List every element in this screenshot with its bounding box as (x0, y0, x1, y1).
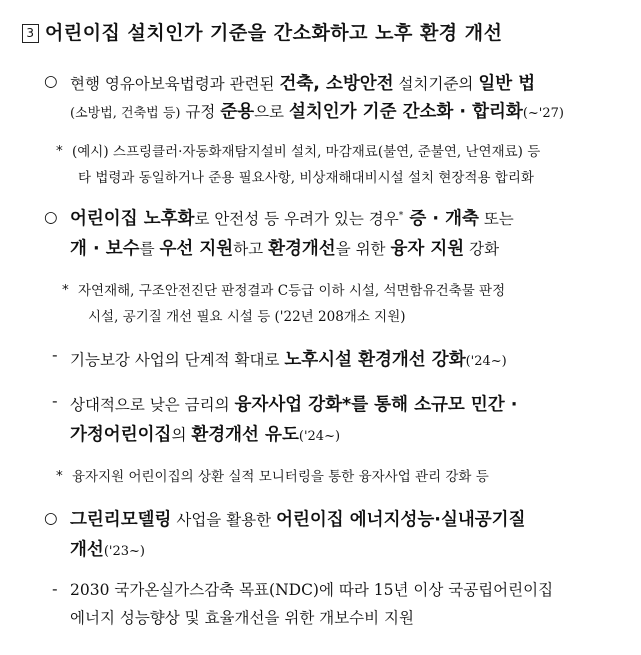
note-line: 시설, 공기질 개선 필요 시설 등 ('22년 208개소 지원) (88, 309, 406, 325)
text-run: 로 안전성 등 우려가 있는 경우 (194, 210, 399, 228)
paragraph-line (70, 536, 145, 561)
bold-run: 준용 (220, 102, 255, 122)
text-run: ('24~) (298, 429, 341, 444)
text-run: 강화 (464, 240, 500, 258)
section-heading (22, 18, 502, 45)
text-run: 하고 (233, 240, 269, 258)
bold-run: 어린이집 에너지성능·실내공기질 (276, 510, 526, 530)
bold-run: 환경개선 (268, 239, 336, 259)
text-run: 현행 영유아보육법령과 관련된 (70, 75, 280, 93)
text-run: 으로 (254, 103, 289, 121)
paragraph-line: 2030 국가온실가스감축 목표(NDC)에 따라 15년 이상 국공립어린이집 (70, 581, 554, 599)
bold-run: 융자 지원 (390, 239, 465, 259)
bold-run: 융자사업 강화*를 통해 소규모 민간 · (234, 395, 518, 415)
text-run: (소방법, 건축법 등) (70, 106, 181, 121)
text-run: 사업을 활용한 (171, 511, 277, 529)
star-bullet: * (56, 143, 63, 159)
paragraph-line: 에너지 성능향상 및 효율개선을 위한 개보수비 지원 (70, 609, 414, 627)
bold-run: 건축, 소방안전 (279, 74, 394, 94)
text-run: ('24~) (465, 354, 507, 369)
paragraph-line (70, 205, 514, 230)
bold-run: 증 · 개축 (403, 209, 479, 229)
note-line: 융자지원 어린이집의 상환 실적 모니터링을 통한 융자사업 관리 강화 등 (72, 469, 489, 485)
bold-run: 개선 (70, 540, 104, 560)
text-run: (~'27) (522, 106, 564, 121)
bold-run: 우선 지원 (159, 239, 234, 259)
paragraph-line (70, 235, 499, 260)
bold-run: 그린리모델링 (70, 510, 172, 530)
paragraph-line (70, 70, 535, 95)
bold-run: 가정어린이집 (70, 425, 172, 445)
text-run: 의 (171, 426, 192, 444)
text-run: 을 위한 (335, 240, 391, 258)
note-line: (예시) 스프링클러·자동화재탐지설비 설치, 마감재료(불연, 준불연, 난연재료) 등 (72, 144, 541, 160)
bold-run: 개 · 보수 (70, 239, 140, 259)
text-run: ('23~) (103, 544, 145, 559)
circle-bullet: ○ (44, 72, 58, 90)
circle-bullet: ○ (44, 208, 58, 226)
star-bullet: * (56, 468, 63, 484)
paragraph-line (70, 346, 507, 371)
text-run: 기능보강 사업의 단계적 확대로 (70, 351, 285, 369)
paragraph-line (70, 421, 340, 446)
bold-run: 어린이집 노후화 (70, 209, 195, 229)
text-run: 를 (139, 240, 160, 258)
section-title: 어린이집 설치인가 기준을 간소화하고 노후 환경 개선 (45, 22, 503, 44)
star-bullet: * (62, 282, 69, 298)
text-run: 또는 (478, 210, 514, 228)
circle-bullet: ○ (44, 509, 58, 527)
paragraph-line (70, 506, 525, 531)
note-line: 타 법령과 동일하거나 준용 필요사항, 비상재해대비시설 설치 현장적용 합리화 (78, 170, 534, 186)
bold-run: 노후시설 환경개선 강화 (284, 350, 466, 370)
paragraph-line (70, 391, 517, 416)
note-line: 자연재해, 구조안전진단 판정결과 C등급 이하 시설, 석면함유건축물 판정 (78, 283, 506, 299)
dash-bullet: - (52, 580, 58, 598)
dash-bullet: - (52, 392, 58, 410)
bold-run: 일반 법 (478, 74, 536, 94)
text-run: 규정 (180, 103, 221, 121)
bold-run: 설치인가 기준 간소화 · 합리화 (288, 102, 523, 122)
text-run: 설치기준의 (393, 75, 479, 93)
paragraph-line (70, 98, 564, 123)
bold-run: 환경개선 유도 (191, 425, 299, 445)
dash-bullet: - (52, 346, 58, 364)
footnote-mark: * (398, 210, 404, 221)
text-run: 상대적으로 낮은 금리의 (70, 396, 235, 414)
section-number-box: 3 (22, 24, 39, 43)
